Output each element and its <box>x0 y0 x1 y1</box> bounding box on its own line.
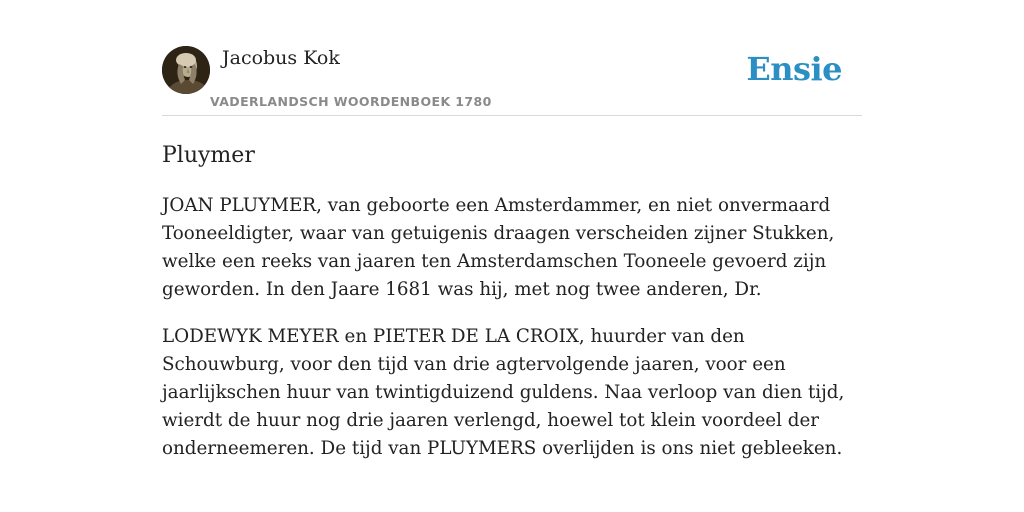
entry-header <box>162 0 862 116</box>
entry-paragraph: JOAN PLUYMER, van geboorte een Amsterdammer, en niet onvermaard Tooneeldigter, waar van getuigenis draagen verscheiden zijner Stukken, welke een reeks van jaaren ten Amsterdamschen Tooneele gevoerd zijn geworden. In den Jaare 1681 was hij, met nog twee anderen, Dr. <box>162 195 835 300</box>
author-name[interactable]: Jacobus Kok <box>222 47 340 69</box>
entry-card <box>162 0 862 463</box>
ensie-logo[interactable]: Ensie <box>746 50 842 88</box>
source-label[interactable]: VADERLANDSCH WOORDENBOEK 1780 <box>210 94 492 109</box>
portrait-icon <box>162 46 210 94</box>
author-avatar[interactable] <box>162 46 210 94</box>
entry-paragraph: LODEWYK MEYER en PIETER DE LA CROIX, huurder van den Schouwburg, voor den tijd van drie agtervolgende jaaren, voor een jaarlijkschen huur van twintigduizend guldens. Naa verloop van dien tijd, wierdt de huur nog drie jaaren verlengd, hoewel tot klein voordeel der onderneemeren. De tijd van PLUYMERS overlijden is ons niet gebleeken. <box>162 326 845 459</box>
entry-title: Pluymer <box>162 143 255 168</box>
